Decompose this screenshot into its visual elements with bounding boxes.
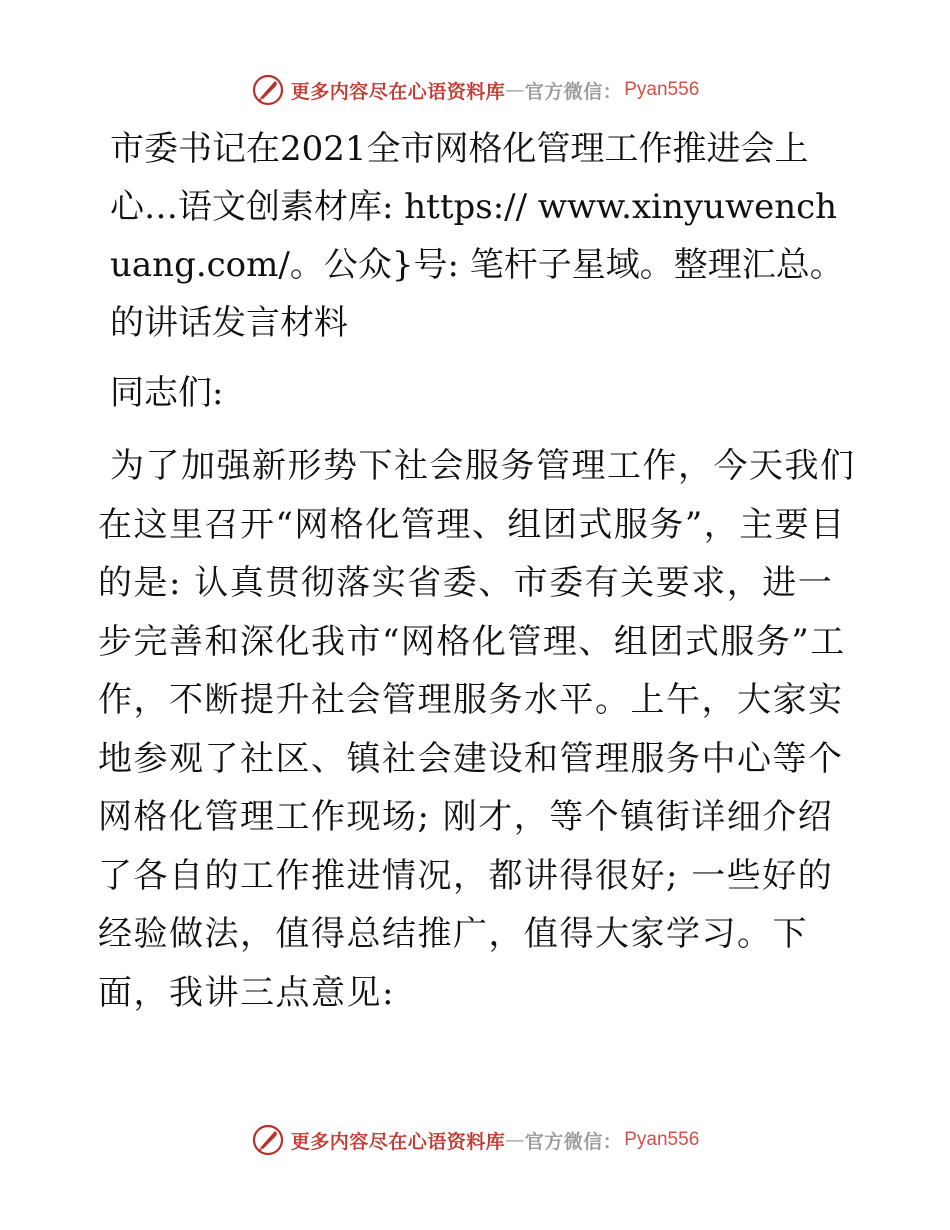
document-paragraph: 为了加强新形势下社会服务管理工作，今天我们在这里召开“网格化管理、组团式服务”，主要目的是: 认真贯彻落实省委、市委有关要求，进一步完善和深化我市“网格化管理、组团式服务”工作，不断提升社会管理服务水平。上午，大家实地参观了社区、镇社会建设和管理服务中心等个网格化管理工作现场; 刚才，等个镇街详细介绍了各自的工作推进情况，都讲得很好; 一些好的经验做法，值得总结推广，值得大家学习。下面，我讲三点意见: [98,446,856,1013]
watermark-dash: — [505,1129,525,1151]
watermark-dash: — [505,79,525,101]
watermark-main-text: 更多内容尽在心语资料库 [290,80,506,103]
document-body [98,120,858,1022]
watermark-banner-top [0,70,950,110]
watermark-wechat-id: Pyan556 [624,1129,700,1150]
watermark-main-text: 更多内容尽在心语资料库 [290,1130,506,1153]
document-title: 市委书记在2021全市网格化管理工作推进会上心…语文创素材库: https:// www.xinyuwenchuang.com/。公众}号: 笔杆子星域。整理汇总。的讲话发言材料 [110,129,844,343]
watermark-banner-bottom [0,1120,950,1160]
watermark-sub-text: 官方微信： [524,1130,623,1153]
document-greeting: 同志们: [110,373,224,413]
quill-pen-icon [251,73,285,107]
quill-pen-icon [251,1123,285,1157]
watermark-sub-text: 官方微信： [524,80,623,103]
watermark-wechat-id: Pyan556 [624,79,700,100]
